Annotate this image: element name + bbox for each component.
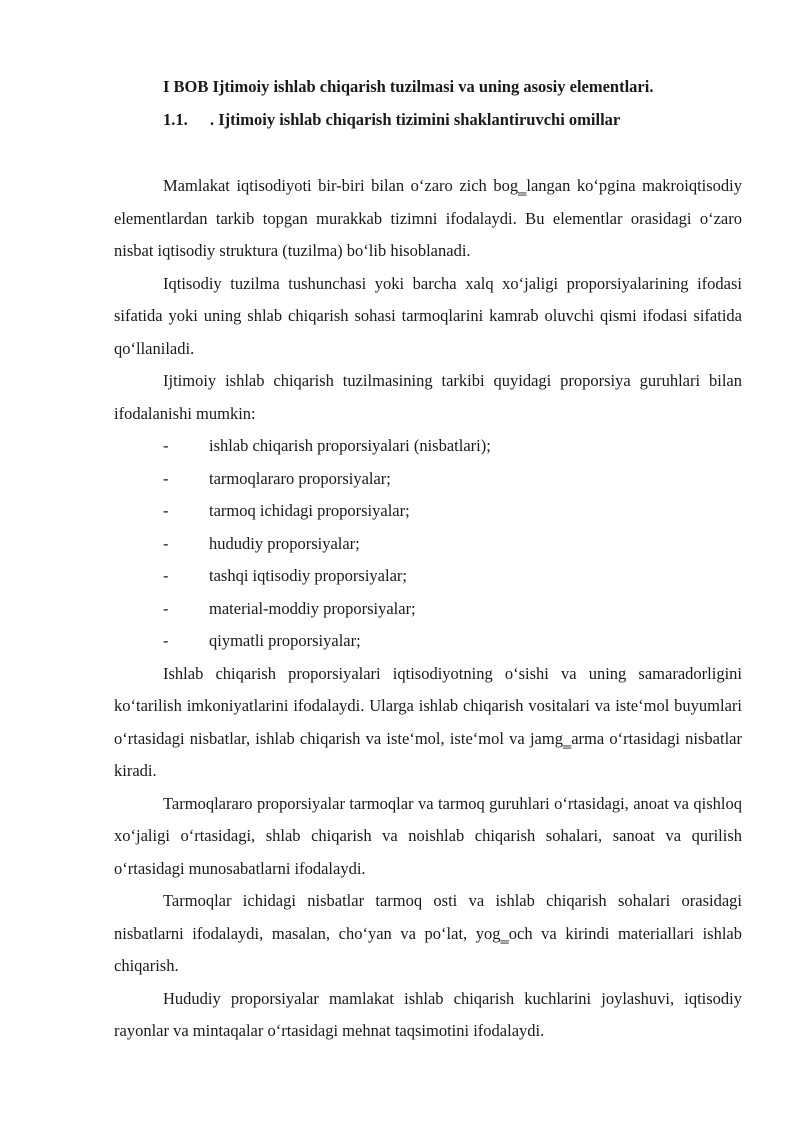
section-heading — [163, 110, 620, 130]
paragraph: Ijtimoiy ishlab chiqarish tuzilmasining tarkibi quyidagi proporsiya guruhlari bilan ifodalanishi mumkin: — [114, 371, 742, 423]
list-dash: - — [163, 501, 169, 520]
chapter-heading: I BOB Ijtimoiy ishlab chiqarish tuzilmasi va uning asosiy elementlari. — [163, 77, 654, 96]
list-dash: - — [163, 631, 169, 650]
list-item — [114, 430, 742, 463]
list-item — [114, 593, 742, 626]
list-dash: - — [163, 436, 169, 455]
list-item-text: tashqi iqtisodiy proporsiyalar; — [209, 566, 407, 585]
paragraph: Mamlakat iqtisodiyoti bir-biri bilan o‘zaro zich bog‗langan ko‘pgina makroiqtisodiy elementlardan tarkib topgan murakkab tizimni ifodalaydi. Bu elementlar orasidagi o‘zaro nisbat iqtisodiy struktura (tuzilma) bo‘lib hisoblanadi. — [114, 176, 742, 260]
list-item-text: hududiy proporsiyalar; — [209, 533, 360, 553]
list-item — [114, 560, 742, 593]
list-dash: - — [163, 468, 169, 488]
paragraph: Tarmoqlararo proporsiyalar tarmoqlar va tarmoq guruhlari o‘rtasidagi, anoat va qishloq xo‘jaligi o‘rtasidagi, shlab chiqarish va noishlab chiqarish sohalari, sanoat va qurilish o‘rtasidagi munosabatlarni ifodalaydi. — [114, 793, 742, 878]
list-item — [114, 463, 742, 496]
list-item-text: tarmoqlararo proporsiyalar; — [209, 468, 391, 488]
paragraph: Ishlab chiqarish proporsiyalari iqtisodiyotning o‘sishi va uning samaradorligini ko‘tarilish imkoniyatlarini ifodalaydi. Ularga ishlab chiqarish vositalari va iste‘mol buyumlari o‘rtasidagi nisbatlar, ishlab chiqarish va iste‘mol, iste‘mol va jamg‗arma o‘rtasidagi nisbatlar kiradi. — [114, 663, 742, 780]
section-number: 1.1. — [163, 110, 188, 129]
paragraph: Iqtisodiy tuzilma tushunchasi yoki barcha xalq xo‘jaligi proporsiyalarining ifodasi sifatida yoki uning shlab chiqarish sohasi tarmoqlarini kamrab oluvchi qismi ifodasi sifatida qo‘llaniladi. — [114, 273, 742, 358]
paragraph: Hududiy proporsiyalar mamlakat ishlab chiqarish kuchlarini joylashuvi, iqtisodiy rayonlar va mintaqalar o‘rtasidagi mehnat taqsimotini ifodalaydi. — [114, 988, 742, 1040]
list-dash: - — [163, 598, 169, 618]
list-item-text: qiymatli proporsiyalar; — [209, 631, 361, 650]
list-item — [114, 625, 742, 658]
list-item-text: ishlab chiqarish proporsiyalari (nisbatlari); — [209, 436, 491, 455]
list-item-text: tarmoq ichidagi proporsiyalar; — [209, 501, 410, 520]
paragraph: Tarmoqlar ichidagi nisbatlar tarmoq osti va ishlab chiqarish sohalari orasidagi nisbatlarni ifodalaydi, masalan, cho‘yan va po‘lat, yog‗och va kirindi materiallari ishlab chiqarish. — [114, 891, 742, 975]
proportion-list — [114, 430, 742, 658]
list-item — [114, 528, 742, 561]
list-dash: - — [163, 533, 169, 553]
body-text — [114, 170, 742, 1048]
section-title: . Ijtimoiy ishlab chiqarish tizimini shaklantiruvchi omillar — [210, 110, 621, 129]
list-item — [114, 495, 742, 528]
list-dash: - — [163, 566, 169, 585]
list-item-text: material-moddiy proporsiyalar; — [209, 598, 416, 618]
